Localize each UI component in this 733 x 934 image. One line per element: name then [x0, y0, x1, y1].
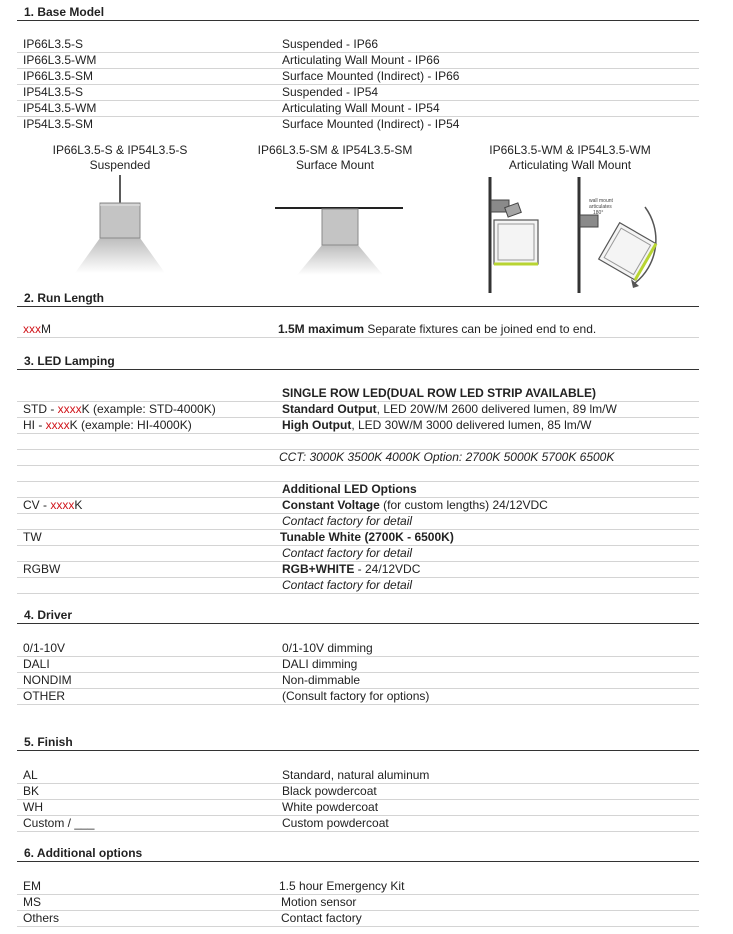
- model-desc: Suspended - IP54: [282, 85, 379, 99]
- contact-note: Contact factory for detail: [282, 578, 413, 592]
- finish-desc: White powdercoat: [282, 800, 379, 814]
- option-code: Others: [23, 911, 60, 925]
- section-title-driver: 4. Driver: [24, 608, 73, 622]
- code-prefix: STD -: [23, 402, 58, 416]
- desc-bold: Constant Voltage: [282, 498, 380, 512]
- table-row: [17, 688, 699, 705]
- model-code: IP66L3.5-WM: [23, 53, 97, 67]
- table-row: [17, 417, 699, 434]
- table-row: [17, 52, 699, 69]
- run-length-code: [23, 322, 51, 336]
- finish-code: WH: [23, 800, 43, 814]
- table-row: [17, 656, 699, 673]
- run-length-desc: [278, 322, 596, 336]
- desc-bold: Standard Output: [282, 402, 377, 416]
- variable-placeholder: xxx: [23, 322, 41, 336]
- driver-code: NONDIM: [23, 673, 72, 687]
- figure-caption-wall-mount: [460, 143, 680, 173]
- model-desc: Surface Mounted (Indirect) - IP66: [282, 69, 460, 83]
- desc-text: , LED 30W/M 3000 delivered lumen, 85 lm/W: [351, 418, 592, 432]
- driver-code: 0/1-10V: [23, 641, 66, 655]
- cct-options: CCT: 3000K 3500K 4000K Option: 2700K 5000K 5700K 6500K: [279, 450, 615, 464]
- desc-bold: High Output: [282, 418, 352, 432]
- caption-line: Articulating Wall Mount: [508, 158, 632, 172]
- figure-caption-surface-mount: [240, 143, 430, 173]
- model-desc: Articulating Wall Mount - IP54: [282, 101, 440, 115]
- section-title-run-length: 2. Run Length: [24, 291, 104, 305]
- desc-text: - 24/12VDC: [354, 562, 421, 576]
- table-row: [17, 321, 699, 338]
- section-title-finish: 5. Finish: [24, 735, 73, 749]
- table-row: [17, 767, 699, 784]
- table-row: [17, 783, 699, 800]
- table-row: [17, 68, 699, 85]
- section-divider: [17, 623, 699, 624]
- led-code: [23, 418, 192, 432]
- table-row: [17, 878, 699, 895]
- led-desc: [282, 418, 591, 432]
- led-header: SINGLE ROW LED(DUAL ROW LED STRIP AVAILABLE): [282, 386, 596, 400]
- led-desc: [282, 562, 420, 576]
- led-code: RGBW: [23, 562, 61, 576]
- additional-led-options-heading: Additional LED Options: [282, 482, 417, 496]
- finish-desc: Black powdercoat: [282, 784, 377, 798]
- model-code: IP66L3.5-SM: [23, 69, 94, 83]
- table-row: [17, 465, 699, 482]
- driver-code: DALI: [23, 657, 50, 671]
- model-desc: Suspended - IP66: [282, 37, 379, 51]
- table-row: [17, 100, 699, 117]
- table-row: [17, 561, 699, 578]
- section-divider: [17, 369, 699, 370]
- driver-desc: Non-dimmable: [282, 673, 361, 687]
- driver-desc: (Consult factory for options): [282, 689, 430, 703]
- section-title-base-model: 1. Base Model: [24, 5, 105, 19]
- section-title-additional-options: 6. Additional options: [24, 846, 143, 860]
- model-code: IP54L3.5-S: [23, 85, 84, 99]
- driver-code: OTHER: [23, 689, 65, 703]
- caption-line: IP66L3.5-S & IP54L3.5-S: [52, 143, 188, 157]
- table-row: [17, 116, 699, 132]
- option-desc: 1.5 hour Emergency Kit: [279, 879, 405, 893]
- wall-mount-note-line: wall mount: [589, 198, 613, 204]
- code-suffix: K (example: STD-4000K): [81, 402, 216, 416]
- variable-placeholder: xxxx: [45, 418, 70, 432]
- code-prefix: CV -: [23, 498, 51, 512]
- model-desc: Articulating Wall Mount - IP66: [282, 53, 440, 67]
- table-row: [17, 481, 699, 498]
- desc-bold: 1.5M maximum: [278, 322, 365, 336]
- finish-code: AL: [23, 768, 38, 782]
- finish-code: Custom / ___: [23, 816, 95, 830]
- model-code: IP54L3.5-WM: [23, 101, 97, 115]
- option-code: MS: [23, 895, 41, 909]
- variable-placeholder: xxxx: [57, 402, 82, 416]
- finish-desc: Standard, natural aluminum: [282, 768, 430, 782]
- desc-text: (for custom lengths) 24/12VDC: [379, 498, 548, 512]
- code-prefix: HI -: [23, 418, 46, 432]
- table-row: [17, 672, 699, 689]
- section-divider: [17, 20, 699, 21]
- table-row: [17, 385, 699, 402]
- driver-desc: DALI dimming: [282, 657, 358, 671]
- option-desc: Motion sensor: [281, 895, 357, 909]
- finish-desc: Custom powdercoat: [282, 816, 389, 830]
- driver-desc: 0/1-10V dimming: [282, 641, 373, 655]
- table-row: [17, 545, 699, 562]
- code-suffix: M: [41, 322, 51, 336]
- table-row: [17, 433, 699, 450]
- caption-line: Suspended: [89, 158, 151, 172]
- table-row: [17, 449, 699, 466]
- wall-mount-articulated-illustration: [575, 175, 675, 295]
- section-divider: [17, 861, 699, 862]
- caption-line: IP66L3.5-WM & IP54L3.5-WM: [489, 143, 651, 157]
- led-desc: [282, 402, 617, 416]
- table-row: [17, 84, 699, 101]
- option-code: EM: [23, 879, 41, 893]
- led-desc: [282, 498, 548, 512]
- caption-line: IP66L3.5-SM & IP54L3.5-SM: [257, 143, 413, 157]
- table-row: [17, 401, 699, 418]
- table-row: [17, 513, 699, 530]
- table-row: [17, 640, 699, 657]
- section-divider: [17, 306, 699, 307]
- led-desc: Tunable White (2700K - 6500K): [280, 530, 454, 544]
- table-row: [17, 529, 699, 546]
- table-row: [17, 799, 699, 816]
- surface-mount-fixture-illustration: [275, 200, 405, 280]
- code-suffix: K: [74, 498, 83, 512]
- model-desc: Surface Mounted (Indirect) - IP54: [282, 117, 460, 131]
- table-row: [17, 910, 699, 927]
- wall-mount-note-line: articulates: [589, 204, 612, 210]
- wall-mount-fixture-illustration: [484, 175, 554, 295]
- model-code: IP66L3.5-S: [23, 37, 84, 51]
- wall-mount-note-line: 180°: [593, 210, 604, 216]
- contact-note: Contact factory for detail: [282, 514, 413, 528]
- led-code: [23, 402, 216, 416]
- code-suffix: K (example: HI-4000K): [69, 418, 192, 432]
- table-row: [17, 36, 699, 53]
- desc-text: Separate fixtures can be joined end to end.: [364, 322, 597, 336]
- desc-text: , LED 20W/M 2600 delivered lumen, 89 lm/W: [376, 402, 617, 416]
- finish-code: BK: [23, 784, 40, 798]
- desc-bold: RGB+WHITE: [282, 562, 355, 576]
- caption-line: Surface Mount: [295, 158, 375, 172]
- table-row: [17, 815, 699, 832]
- table-row: [17, 577, 699, 594]
- variable-placeholder: xxxx: [50, 498, 75, 512]
- table-row: [17, 497, 699, 514]
- led-code: TW: [23, 530, 42, 544]
- figure-caption-suspended: [30, 143, 210, 173]
- section-title-led-lamping: 3. LED Lamping: [24, 354, 115, 368]
- option-desc: Contact factory: [281, 911, 362, 925]
- led-code: [23, 498, 82, 512]
- model-code: IP54L3.5-SM: [23, 117, 94, 131]
- contact-note: Contact factory for detail: [282, 546, 413, 560]
- section-divider: [17, 750, 699, 751]
- suspended-fixture-illustration: [60, 175, 180, 280]
- table-row: [17, 894, 699, 911]
